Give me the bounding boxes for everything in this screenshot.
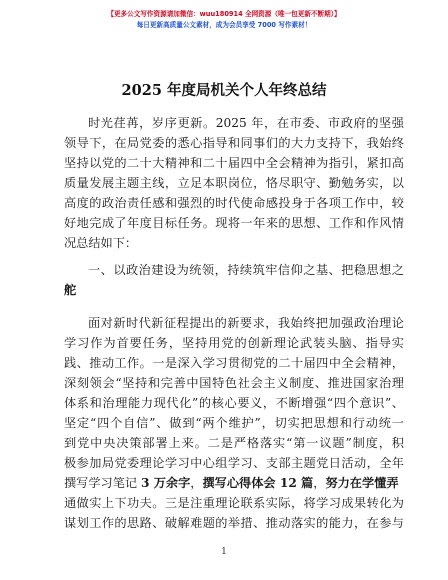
page-number: 1 xyxy=(221,547,227,557)
paragraph-line: 谋划工作的思路、破解难题的举措、推动落实的能力，在参与 xyxy=(64,516,404,530)
paragraph-line: 践、推动工作。一是深入学习贯彻党的二十届四中全会精神， xyxy=(64,356,404,370)
paragraph-line: 通做实上下功夫。三是注重理论联系实际，将学习成果转化为 xyxy=(64,496,404,510)
paragraph-line: 好地完成了年度目标任务。现将一年来的思想、工作和作风情 xyxy=(64,216,404,230)
paragraph-line: 况总结如下： xyxy=(64,236,138,250)
promo-banner-line-1: 【更多公文写作资源请加微信：wuu180914 全网资源（唯一包更新不断期）】 xyxy=(107,10,341,18)
bold-figure: 3 万余字 xyxy=(141,476,191,490)
paragraph-line: 质量发展主题主线，立足本职岗位，恪尽职守、勤勉务实，以 xyxy=(64,176,404,190)
promo-banner-line-2: 每日更新高质量公文素材，成为会员享受 7000 写作素材！ xyxy=(136,21,312,29)
paragraph-line: 坚持以党的二十大精神和二十届四中全会精神为指引，紧扣高 xyxy=(64,156,404,170)
paragraph-line: 体系和治理能力现代化”的核心要义，不断增强“四个意识”、 xyxy=(64,396,404,410)
paragraph-line: 高度的政治责任感和强烈的时代使命感投身于各项工作中，较 xyxy=(64,196,404,210)
paragraph-line: 学习作为首要任务，坚持用党的创新理论武装头脑、指导实 xyxy=(64,336,404,350)
heading-line: 一、以政治建设为统领，持续筑牢信仰之基、把稳思想之 xyxy=(88,263,404,277)
text-run: ， xyxy=(313,476,326,490)
paragraph-line: 领导下，在局党委的悉心指导和同事们的大力支持下，我始终 xyxy=(64,136,404,150)
paragraph-line: 极参加局党委理论学习中心组学习、支部主题党日活动，全年 xyxy=(64,456,404,470)
heading-line: 舵 xyxy=(64,283,77,297)
paragraph-line: 时光荏苒，岁序更新。2025 年，在市委、市政府的坚强 xyxy=(88,116,404,130)
document-title: 2025 年度局机关个人年终总结 xyxy=(121,82,327,99)
paragraph-line: 深刻领会“坚持和完善中国特色社会主义制度、推进国家治理 xyxy=(64,376,404,390)
bold-phrase: 努力在学懂弄 xyxy=(325,476,399,490)
paragraph-line: 面对新时代新征程提出的新要求，我始终把加强政治理论 xyxy=(88,316,404,330)
paragraph-line-emphasis xyxy=(64,475,404,491)
paragraph-line: 坚定“四个自信”、做到“两个维护”，切实把思想和行动统一 xyxy=(64,416,404,430)
text-run: 撰写学习笔记 xyxy=(64,476,141,490)
paragraph-line: 到党中央决策部署上来。二是严格落实“第一议题”制度，积 xyxy=(64,436,404,450)
text-run: ， xyxy=(190,476,203,490)
bold-figure: 撰写心得体会 12 篇 xyxy=(202,476,314,490)
